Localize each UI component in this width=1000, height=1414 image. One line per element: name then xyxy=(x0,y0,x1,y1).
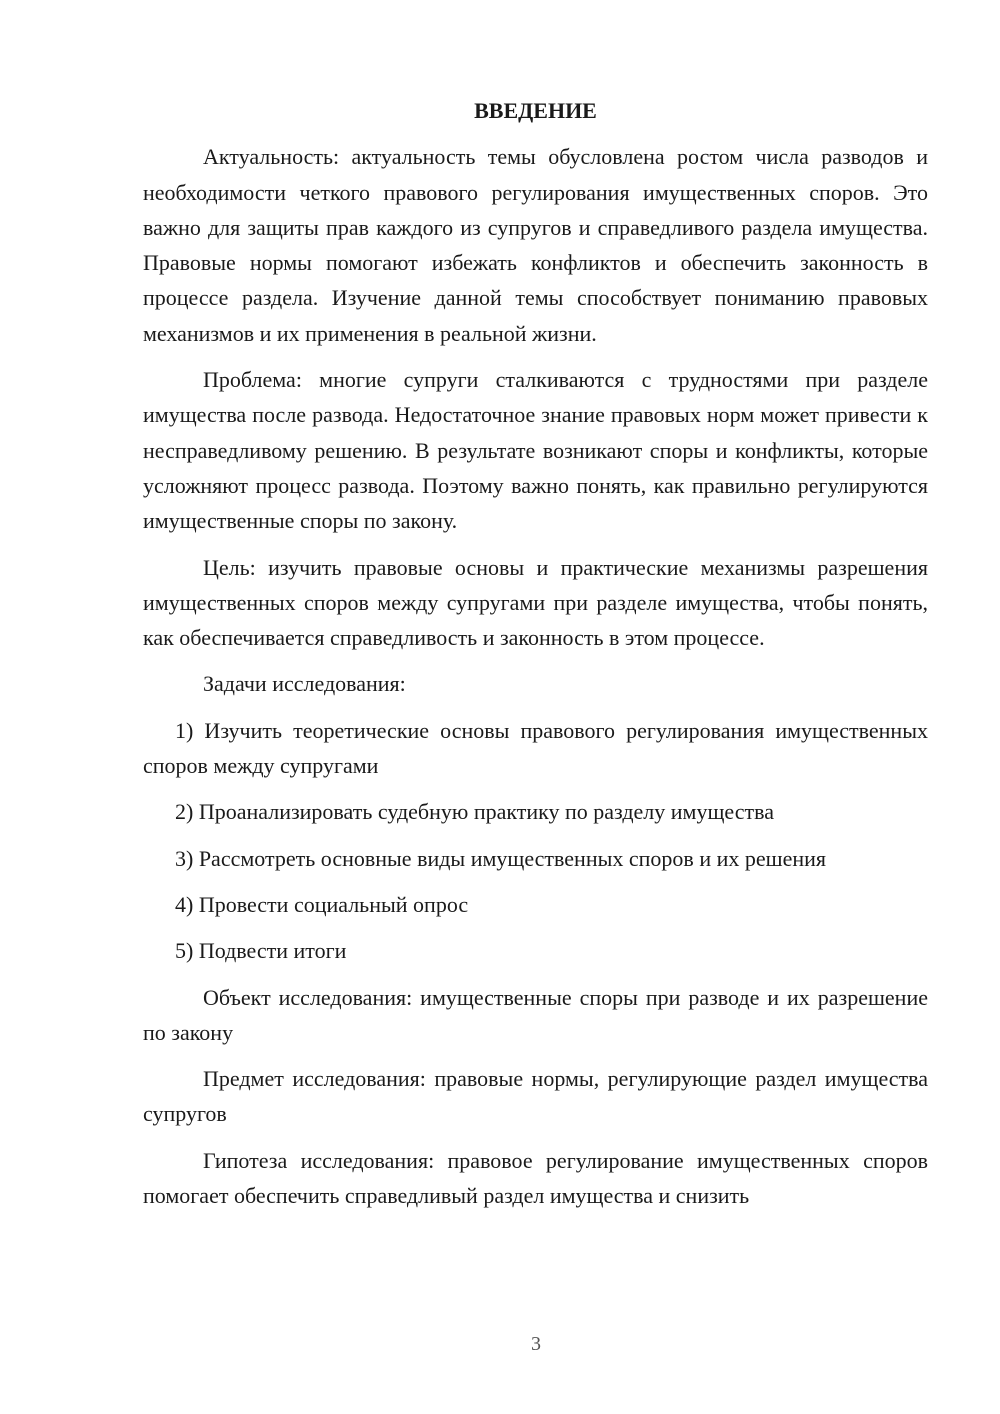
problem-paragraph: Проблема: многие супруги сталкиваются с трудностями при разделе имущества после развода. Недостаточное знание правовых норм может привести к несправедливому решению. В результате возникают споры и конфликты, которые усложняют процесс развода. Поэтому важно понять, как правильно регулируются имущественные споры по закону. xyxy=(143,367,928,534)
task-item-3: 3) Рассмотреть основные виды имущественных споров и их решения xyxy=(175,845,826,871)
task-item-4: 4) Провести социальный опрос xyxy=(175,891,469,917)
subject-paragraph: Предмет исследования: правовые нормы, регулирующие раздел имущества супругов xyxy=(143,1066,928,1127)
tasks-heading: Задачи исследования: xyxy=(203,671,406,697)
task-item-2: 2) Проанализировать судебную практику по разделу имущества xyxy=(175,799,774,825)
task-item-5: 5) Подвести итоги xyxy=(175,938,347,964)
task-item-1: 1) Изучить теоретические основы правового регулирования имущественных споров между супругами xyxy=(143,717,928,779)
relevance-paragraph: Актуальность: актуальность темы обусловлена ростом числа разводов и необходимости четкого правового регулирования имущественных споров. Это важно для защиты прав каждого из супругов и справедливого раздела имущества. Правовые нормы помогают избежать конфликтов и обеспечить законность в процессе раздела. Изучение данной темы способствует пониманию правовых механизмов и их применения в реальной жизни. xyxy=(143,144,928,346)
object-paragraph: Объект исследования: имущественные споры при разводе и их разрешение по закону xyxy=(143,984,928,1045)
goal-paragraph: Цель: изучить правовые основы и практические механизмы разрешения имущественных споров между супругами при разделе имущества, чтобы понять, как обеспечивается справедливость и законность в этом процессе. xyxy=(143,554,928,651)
section-title: ВВЕДЕНИЕ xyxy=(474,98,597,123)
hypothesis-paragraph: Гипотеза исследования: правовое регулирование имущественных споров помогает обеспечить справедливый раздел имущества и снизить xyxy=(143,1147,928,1209)
document-body xyxy=(143,93,928,1213)
page-number: 3 xyxy=(531,1333,541,1355)
